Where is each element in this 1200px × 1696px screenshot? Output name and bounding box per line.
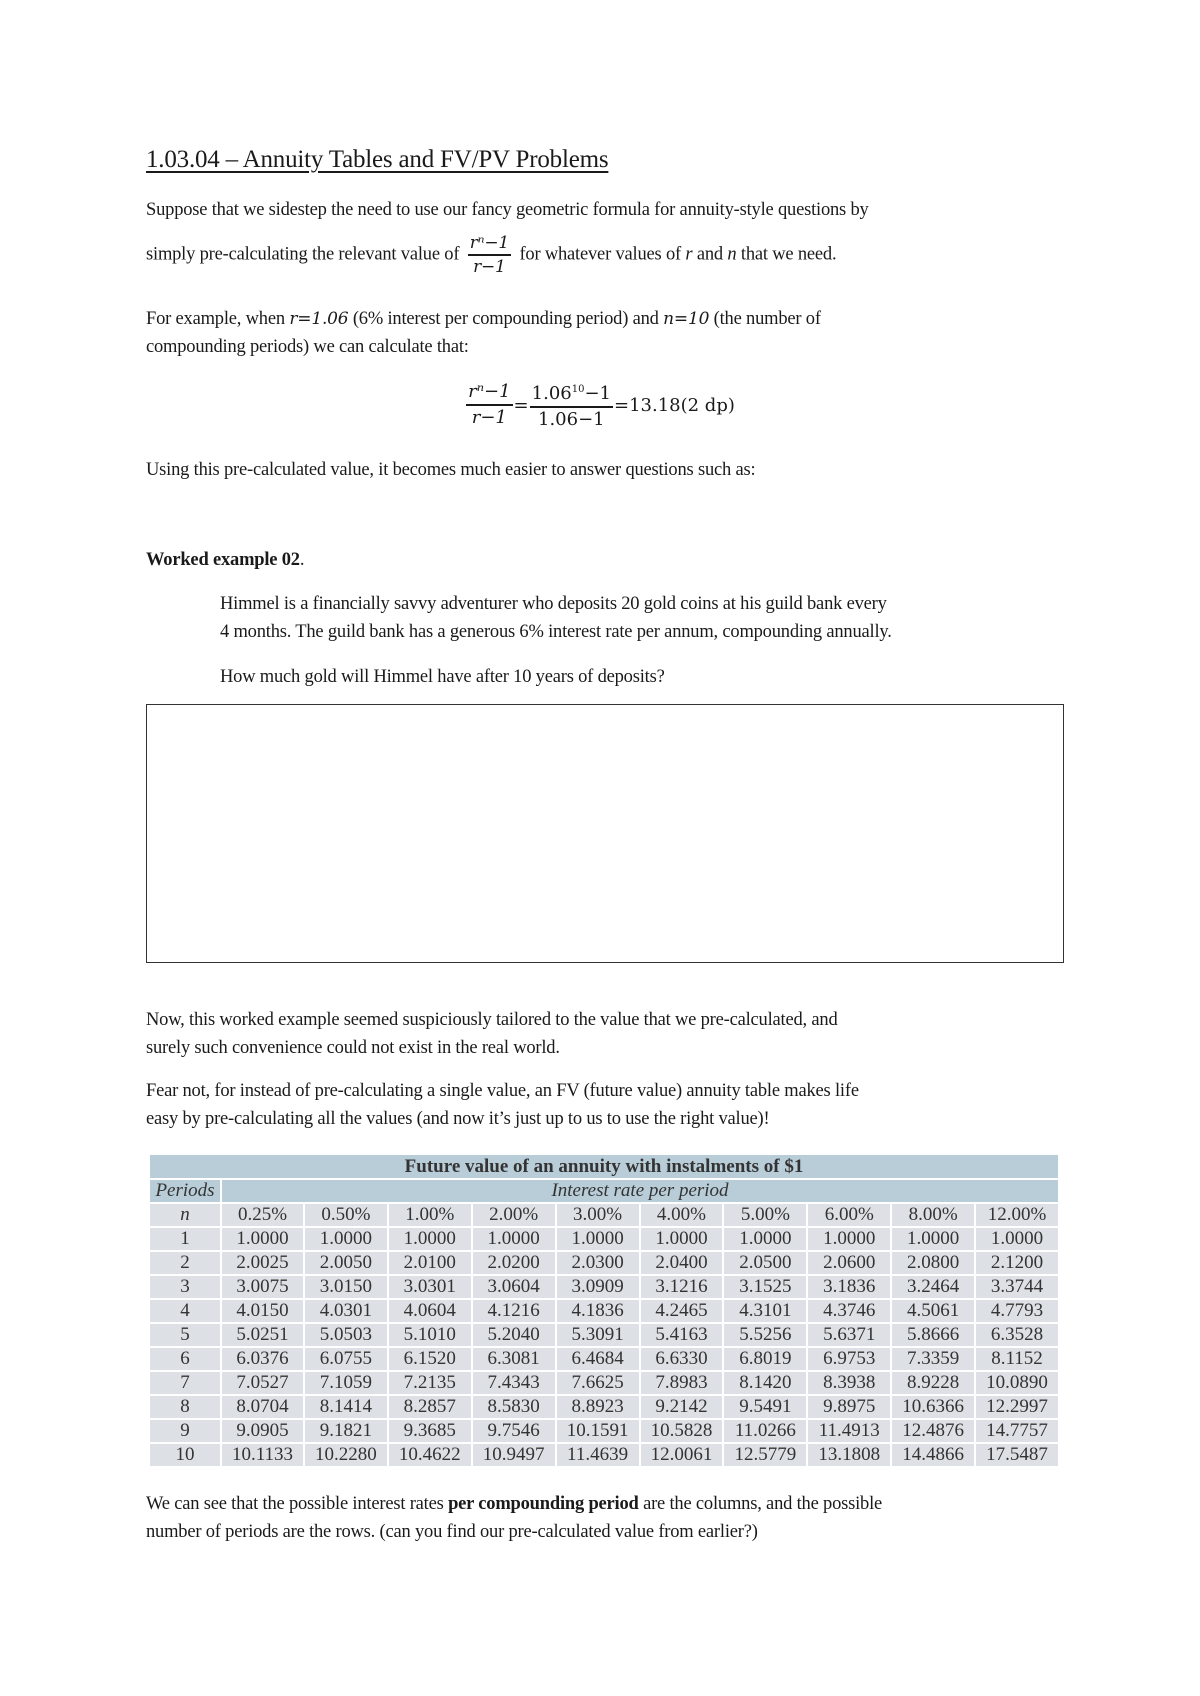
lhs-numerator: rⁿ−1: [466, 380, 512, 406]
worked-example-line-2: 4 months. The guild bank has a generous 6% interest rate per annum, compounding annually.: [220, 622, 892, 642]
mid-numerator-tail: −1: [584, 383, 611, 404]
value-cell: 3.2464: [891, 1275, 975, 1299]
var-r: r: [685, 244, 693, 265]
period-cell: 8: [149, 1395, 221, 1419]
value-cell: 1.0000: [807, 1227, 891, 1251]
value-cell: 9.3685: [388, 1419, 472, 1443]
value-cell: 9.7546: [472, 1419, 556, 1443]
table-row: [149, 1419, 1059, 1443]
value-cell: 5.5256: [723, 1323, 807, 1347]
value-cell: 14.4866: [891, 1443, 975, 1467]
period-cell: 5: [149, 1323, 221, 1347]
worked-example-period: .: [299, 550, 305, 570]
value-cell: 3.1216: [640, 1275, 724, 1299]
value-cell: 9.1821: [304, 1419, 388, 1443]
value-cell: 5.4163: [640, 1323, 724, 1347]
value-cell: 12.5779: [723, 1443, 807, 1467]
value-cell: 8.1152: [975, 1347, 1059, 1371]
value-cell: 13.1808: [807, 1443, 891, 1467]
value-cell: 5.6371: [807, 1323, 891, 1347]
example-text-2: (6% interest per compounding period) and: [352, 309, 659, 329]
value-cell: 10.1133: [221, 1443, 304, 1467]
value-cell: 14.7757: [975, 1419, 1059, 1443]
closing-paragraph: [146, 1490, 1066, 1546]
value-cell: 2.0025: [221, 1251, 304, 1275]
intro-line-2: [146, 232, 1066, 278]
value-cell: 3.0604: [472, 1275, 556, 1299]
fraction-denominator: r−1: [473, 257, 506, 277]
value-cell: 10.1591: [556, 1419, 640, 1443]
value-cell: 10.2280: [304, 1443, 388, 1467]
value-cell: 4.0604: [388, 1299, 472, 1323]
table-row: [149, 1347, 1059, 1371]
value-cell: 6.0755: [304, 1347, 388, 1371]
period-cell: 6: [149, 1347, 221, 1371]
table-subheader-row: [149, 1179, 1059, 1203]
value-cell: 12.2997: [975, 1395, 1059, 1419]
value-cell: 5.0251: [221, 1323, 304, 1347]
value-cell: 2.1200: [975, 1251, 1059, 1275]
period-cell: 1: [149, 1227, 221, 1251]
worked-example-line-1: Himmel is a financially savvy adventurer who deposits 20 gold coins at his guild bank every: [220, 594, 887, 614]
table-row: [149, 1323, 1059, 1347]
value-cell: 3.0150: [304, 1275, 388, 1299]
now-line-1: Now, this worked example seemed suspiciously tailored to the value that we pre-calculated, and: [146, 1010, 838, 1030]
intro-text-after: for whatever values of: [519, 244, 681, 265]
value-cell: 10.4622: [388, 1443, 472, 1467]
equation-result: =13.18(2 dp): [614, 394, 735, 416]
period-cell: 2: [149, 1251, 221, 1275]
value-cell: 8.9228: [891, 1371, 975, 1395]
table-row: [149, 1299, 1059, 1323]
value-cell: 7.6625: [556, 1371, 640, 1395]
value-cell: 11.0266: [723, 1419, 807, 1443]
value-cell: 5.3091: [556, 1323, 640, 1347]
closing-text-before: We can see that the possible interest rates: [146, 1494, 444, 1514]
value-cell: 6.4684: [556, 1347, 640, 1371]
rate-header: 3.00%: [556, 1203, 640, 1227]
example-text-line-2: compounding periods) we can calculate that:: [146, 337, 469, 357]
and-text: and: [696, 244, 723, 265]
now-line-2: surely such convenience could not exist in the real world.: [146, 1038, 560, 1058]
mid-numerator-exponent: 10: [571, 384, 585, 395]
value-cell: 1.0000: [221, 1227, 304, 1251]
value-cell: 1.0000: [891, 1227, 975, 1251]
equals-sign: =: [513, 394, 529, 416]
worked-example-text: [220, 590, 1070, 646]
table-row: [149, 1371, 1059, 1395]
value-cell: 8.1420: [723, 1371, 807, 1395]
intro-line-1: Suppose that we sidestep the need to use our fancy geometric formula for annuity-style questions by: [146, 200, 869, 220]
value-cell: 8.2857: [388, 1395, 472, 1419]
rate-header: 12.00%: [975, 1203, 1059, 1227]
value-cell: 8.1414: [304, 1395, 388, 1419]
value-cell: 6.0376: [221, 1347, 304, 1371]
value-cell: 4.5061: [891, 1299, 975, 1323]
var-n: n: [727, 244, 737, 265]
value-cell: 8.0704: [221, 1395, 304, 1419]
value-cell: 17.5487: [975, 1443, 1059, 1467]
example-text-3: (the number of: [713, 309, 821, 329]
table-caption-row: [149, 1154, 1059, 1179]
value-cell: 6.3081: [472, 1347, 556, 1371]
n-label: n: [149, 1203, 221, 1227]
equation-lhs-fraction: [466, 380, 512, 430]
rate-header: 6.00%: [807, 1203, 891, 1227]
period-cell: 3: [149, 1275, 221, 1299]
intro-text-end: that we need.: [740, 244, 837, 265]
value-cell: 1.0000: [472, 1227, 556, 1251]
table-caption: Future value of an annuity with instalments of $1: [149, 1154, 1059, 1179]
value-cell: 3.1525: [723, 1275, 807, 1299]
value-cell: 6.8019: [723, 1347, 807, 1371]
equation-mid-fraction: [530, 378, 613, 432]
fear-line-1: Fear not, for instead of pre-calculating a single value, an FV (future value) annuity table makes life: [146, 1081, 859, 1101]
example-text-1: For example, when: [146, 309, 285, 329]
value-cell: 1.0000: [304, 1227, 388, 1251]
value-cell: 10.0890: [975, 1371, 1059, 1395]
value-cell: 2.0100: [388, 1251, 472, 1275]
display-equation: [0, 378, 1200, 432]
rate-label: Interest rate per period: [221, 1179, 1059, 1203]
value-cell: 2.0500: [723, 1251, 807, 1275]
period-cell: 4: [149, 1299, 221, 1323]
value-cell: 5.1010: [388, 1323, 472, 1347]
fear-paragraph: [146, 1077, 1066, 1133]
value-cell: 10.5828: [640, 1419, 724, 1443]
value-cell: 1.0000: [556, 1227, 640, 1251]
table-row: [149, 1395, 1059, 1419]
value-cell: 7.1059: [304, 1371, 388, 1395]
periods-label: Periods: [149, 1179, 221, 1203]
value-cell: 6.1520: [388, 1347, 472, 1371]
worked-example-question: How much gold will Himmel have after 10 years of deposits?: [220, 667, 665, 687]
intro-text-before: simply pre-calculating the relevant value of: [146, 244, 460, 265]
lhs-denominator: r−1: [471, 407, 507, 428]
value-cell: 4.1216: [472, 1299, 556, 1323]
value-cell: 7.4343: [472, 1371, 556, 1395]
now-paragraph: [146, 1006, 1066, 1062]
rate-header: 4.00%: [640, 1203, 724, 1227]
value-cell: 7.2135: [388, 1371, 472, 1395]
value-cell: 10.6366: [891, 1395, 975, 1419]
value-cell: 5.2040: [472, 1323, 556, 1347]
value-cell: 3.0075: [221, 1275, 304, 1299]
value-cell: 2.0300: [556, 1251, 640, 1275]
value-cell: 11.4639: [556, 1443, 640, 1467]
period-cell: 7: [149, 1371, 221, 1395]
value-cell: 6.9753: [807, 1347, 891, 1371]
table-body: [149, 1227, 1059, 1467]
value-cell: 4.3101: [723, 1299, 807, 1323]
value-cell: 8.5830: [472, 1395, 556, 1419]
fraction-numerator: rⁿ−1: [468, 232, 511, 256]
value-cell: 11.4913: [807, 1419, 891, 1443]
rates-header-row: [149, 1203, 1059, 1227]
value-cell: 6.6330: [640, 1347, 724, 1371]
n-equation: n=10: [663, 309, 710, 329]
worked-example-heading: [146, 546, 1066, 574]
value-cell: 4.3746: [807, 1299, 891, 1323]
value-cell: 2.0600: [807, 1251, 891, 1275]
table-row: [149, 1275, 1059, 1299]
mid-numerator-base: 1.06: [531, 383, 572, 404]
value-cell: 8.3938: [807, 1371, 891, 1395]
value-cell: 2.0800: [891, 1251, 975, 1275]
answer-box[interactable]: [146, 704, 1064, 963]
value-cell: 10.9497: [472, 1443, 556, 1467]
table-row: [149, 1227, 1059, 1251]
value-cell: 3.3744: [975, 1275, 1059, 1299]
value-cell: 4.0301: [304, 1299, 388, 1323]
value-cell: 9.2142: [640, 1395, 724, 1419]
value-cell: 7.8983: [640, 1371, 724, 1395]
value-cell: 2.0050: [304, 1251, 388, 1275]
value-cell: 3.1836: [807, 1275, 891, 1299]
rate-header: 1.00%: [388, 1203, 472, 1227]
value-cell: 4.1836: [556, 1299, 640, 1323]
table-row: [149, 1251, 1059, 1275]
value-cell: 1.0000: [723, 1227, 807, 1251]
value-cell: 5.8666: [891, 1323, 975, 1347]
value-cell: 7.3359: [891, 1347, 975, 1371]
value-cell: 1.0000: [388, 1227, 472, 1251]
rate-header: 0.25%: [221, 1203, 304, 1227]
example-paragraph: [146, 305, 1066, 361]
fear-line-2: easy by pre-calculating all the values (and now it’s just up to us to use the right value)!: [146, 1109, 770, 1129]
rate-header: 2.00%: [472, 1203, 556, 1227]
value-cell: 12.4876: [891, 1419, 975, 1443]
worked-example-label: Worked example 02: [146, 550, 300, 570]
value-cell: 12.0061: [640, 1443, 724, 1467]
period-cell: 10: [149, 1443, 221, 1467]
period-cell: 9: [149, 1419, 221, 1443]
value-cell: 1.0000: [640, 1227, 724, 1251]
value-cell: 4.2465: [640, 1299, 724, 1323]
value-cell: 2.0200: [472, 1251, 556, 1275]
value-cell: 1.0000: [975, 1227, 1059, 1251]
mid-denominator: 1.06−1: [538, 409, 605, 430]
value-cell: 3.0301: [388, 1275, 472, 1299]
intro-fraction: [468, 232, 511, 278]
rate-header: 0.50%: [304, 1203, 388, 1227]
value-cell: 2.0400: [640, 1251, 724, 1275]
mid-numerator: [530, 378, 613, 408]
value-cell: 7.0527: [221, 1371, 304, 1395]
value-cell: 4.7793: [975, 1299, 1059, 1323]
value-cell: 4.0150: [221, 1299, 304, 1323]
rate-header: 5.00%: [723, 1203, 807, 1227]
value-cell: 9.0905: [221, 1419, 304, 1443]
value-cell: 9.8975: [807, 1395, 891, 1419]
value-cell: 9.5491: [723, 1395, 807, 1419]
page-title: 1.03.04 – Annuity Tables and FV/PV Problems: [146, 146, 609, 173]
value-cell: 6.3528: [975, 1323, 1059, 1347]
closing-text-after: are the columns, and the possible: [643, 1494, 883, 1514]
value-cell: 5.0503: [304, 1323, 388, 1347]
rate-header: 8.00%: [891, 1203, 975, 1227]
value-cell: 8.8923: [556, 1395, 640, 1419]
closing-line-2: number of periods are the rows. (can you find our pre-calculated value from earlier?): [146, 1522, 758, 1542]
table-row: [149, 1443, 1059, 1467]
closing-bold-text: per compounding period: [448, 1494, 639, 1514]
value-cell: 3.0909: [556, 1275, 640, 1299]
r-equation: r=1.06: [289, 309, 349, 329]
using-paragraph: Using this pre-calculated value, it becomes much easier to answer questions such as:: [146, 460, 756, 480]
annuity-table: [148, 1153, 1060, 1468]
